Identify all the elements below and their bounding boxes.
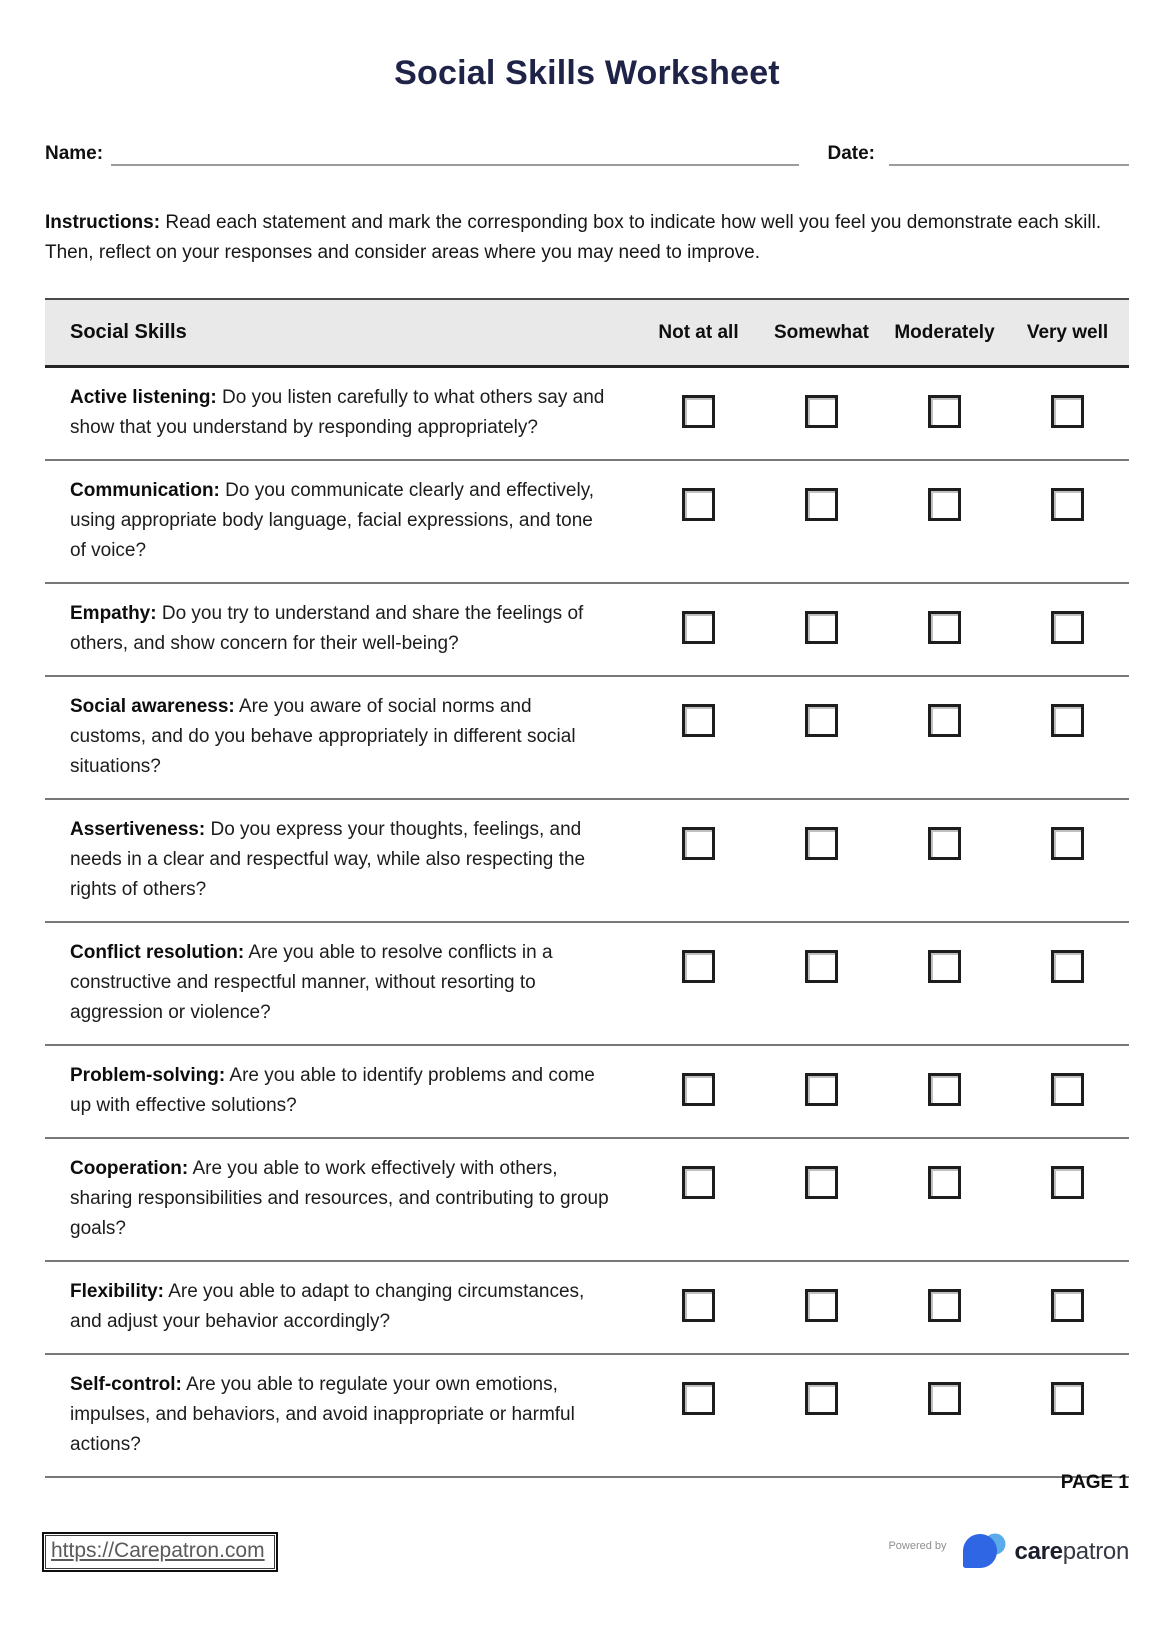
checkbox-somewhat[interactable] xyxy=(805,950,838,983)
rating-cell-somewhat xyxy=(760,938,883,1028)
checkbox-somewhat[interactable] xyxy=(805,1166,838,1199)
checkbox-not-at-all[interactable] xyxy=(682,704,715,737)
checkbox-somewhat[interactable] xyxy=(805,1382,838,1415)
rating-cell-somewhat xyxy=(760,1277,883,1337)
name-date-row xyxy=(45,143,1129,166)
checkbox-very-well[interactable] xyxy=(1051,1166,1084,1199)
checkbox-not-at-all[interactable] xyxy=(682,1073,715,1106)
skill-label: Social awareness: xyxy=(70,696,235,717)
skill-label: Assertiveness: xyxy=(70,819,206,840)
checkbox-very-well[interactable] xyxy=(1051,1073,1084,1106)
skill-cell xyxy=(45,383,637,443)
instructions-label: Instructions: xyxy=(45,212,161,233)
rating-cell-not-at-all xyxy=(637,599,760,659)
name-input-line[interactable] xyxy=(111,144,799,166)
table-row xyxy=(45,1262,1129,1355)
rating-cell-not-at-all xyxy=(637,476,760,566)
checkbox-very-well[interactable] xyxy=(1051,1382,1084,1415)
page-title: Social Skills Worksheet xyxy=(394,54,780,92)
checkbox-moderately[interactable] xyxy=(928,1073,961,1106)
checkbox-very-well[interactable] xyxy=(1051,1289,1084,1322)
rating-cell-moderately xyxy=(883,1154,1006,1244)
rating-cell-very-well xyxy=(1006,938,1129,1028)
brand-patron: patron xyxy=(1062,1538,1129,1565)
rating-cell-not-at-all xyxy=(637,1277,760,1337)
rating-cell-somewhat xyxy=(760,1370,883,1460)
rating-cell-somewhat xyxy=(760,476,883,566)
rating-cell-very-well xyxy=(1006,692,1129,782)
skill-label: Empathy: xyxy=(70,603,157,624)
checkbox-somewhat[interactable] xyxy=(805,488,838,521)
checkbox-somewhat[interactable] xyxy=(805,611,838,644)
instructions-text: Read each statement and mark the corresponding box to indicate how well you feel you demonstrate each skill. Then, reflect on your responses and consider areas where you may need to improve. xyxy=(45,212,1102,263)
rating-cell-not-at-all xyxy=(637,938,760,1028)
skill-label: Cooperation: xyxy=(70,1158,189,1179)
rating-cell-moderately xyxy=(883,1061,1006,1121)
skill-question: Do you communicate clearly and effectively, using appropriate body language, facial expressions, and tone of voice? xyxy=(70,480,595,561)
checkbox-very-well[interactable] xyxy=(1051,950,1084,983)
skill-label: Communication: xyxy=(70,480,220,501)
skill-label: Conflict resolution: xyxy=(70,942,245,963)
checkbox-not-at-all[interactable] xyxy=(682,827,715,860)
checkbox-somewhat[interactable] xyxy=(805,704,838,737)
checkbox-not-at-all[interactable] xyxy=(682,950,715,983)
skills-table xyxy=(45,298,1129,1478)
table-row xyxy=(45,1046,1129,1139)
rating-cell-not-at-all xyxy=(637,1154,760,1244)
rating-column-headers xyxy=(637,322,1129,344)
rating-cell-moderately xyxy=(883,815,1006,905)
rating-cell-somewhat xyxy=(760,383,883,443)
rating-cell-moderately xyxy=(883,692,1006,782)
checkbox-not-at-all[interactable] xyxy=(682,1166,715,1199)
checkbox-not-at-all[interactable] xyxy=(682,1382,715,1415)
footer-bar xyxy=(45,1531,1129,1573)
checkbox-not-at-all[interactable] xyxy=(682,1289,715,1322)
table-row xyxy=(45,1355,1129,1478)
skill-label: Flexibility: xyxy=(70,1281,164,1302)
skill-cell xyxy=(45,938,637,1028)
rating-cell-somewhat xyxy=(760,815,883,905)
checkbox-very-well[interactable] xyxy=(1051,611,1084,644)
column-header-social-skills: Social Skills xyxy=(70,321,187,343)
skill-cell xyxy=(45,1370,637,1460)
checkbox-moderately[interactable] xyxy=(928,395,961,428)
powered-by-label: Powered by xyxy=(888,1540,947,1552)
rating-cell-very-well xyxy=(1006,383,1129,443)
skill-cell xyxy=(45,692,637,782)
rating-cell-moderately xyxy=(883,476,1006,566)
rating-cell-very-well xyxy=(1006,599,1129,659)
checkbox-not-at-all[interactable] xyxy=(682,488,715,521)
skill-cell xyxy=(45,1277,637,1337)
instructions-paragraph xyxy=(45,208,1129,268)
rating-cell-not-at-all xyxy=(637,383,760,443)
brand-wordmark xyxy=(1015,1538,1129,1566)
rating-cell-not-at-all xyxy=(637,1061,760,1121)
skill-question: Are you able to adapt to changing circumstances, and adjust your behavior accordingly? xyxy=(70,1281,585,1332)
rating-cell-very-well xyxy=(1006,1061,1129,1121)
table-body xyxy=(45,368,1129,1478)
skill-question: Are you able to resolve conflicts in a constructive and respectful manner, without resorting to aggression or violence? xyxy=(70,942,553,1023)
brand-care: care xyxy=(1014,1538,1063,1565)
skill-label: Problem-solving: xyxy=(70,1065,226,1086)
name-label: Name: xyxy=(45,143,104,164)
date-input-line[interactable] xyxy=(889,144,1129,166)
skill-question: Do you express your thoughts, feelings, and needs in a clear and respectful way, while also respecting the rights of others? xyxy=(70,819,586,900)
checkbox-somewhat[interactable] xyxy=(805,827,838,860)
skill-cell xyxy=(45,476,637,566)
rating-cell-not-at-all xyxy=(637,1370,760,1460)
rating-cell-somewhat xyxy=(760,692,883,782)
checkbox-moderately[interactable] xyxy=(928,704,961,737)
skill-label: Active listening: xyxy=(70,387,217,408)
checkbox-very-well[interactable] xyxy=(1051,704,1084,737)
skill-cell xyxy=(45,599,637,659)
rating-cell-very-well xyxy=(1006,476,1129,566)
skill-cell xyxy=(45,815,637,905)
rating-cell-somewhat xyxy=(760,1154,883,1244)
rating-cell-moderately xyxy=(883,1370,1006,1460)
checkbox-moderately[interactable] xyxy=(928,1166,961,1199)
rating-cell-moderately xyxy=(883,1277,1006,1337)
skill-label: Self-control: xyxy=(70,1374,182,1395)
checkbox-moderately[interactable] xyxy=(928,1289,961,1322)
table-row xyxy=(45,800,1129,923)
rating-cell-moderately xyxy=(883,383,1006,443)
column-header-not-at-all: Not at all xyxy=(658,321,739,343)
checkbox-very-well[interactable] xyxy=(1051,488,1084,521)
skill-question: Are you aware of social norms and customs, and do you behave appropriately in different social situations? xyxy=(70,696,576,777)
skill-question: Are you able to work effectively with others, sharing responsibilities and resources, and contributing to group goals? xyxy=(70,1158,609,1239)
rating-cell-moderately xyxy=(883,599,1006,659)
date-label: Date: xyxy=(827,143,875,164)
rating-cell-not-at-all xyxy=(637,692,760,782)
checkbox-moderately[interactable] xyxy=(928,827,961,860)
skill-question: Are you able to regulate your own emotions, impulses, and behaviors, and avoid inappropriate or harmful actions? xyxy=(70,1374,575,1455)
checkbox-somewhat[interactable] xyxy=(805,1073,838,1106)
checkbox-somewhat[interactable] xyxy=(805,1289,838,1322)
carepatron-logo-icon xyxy=(959,1531,1007,1573)
column-header-moderately: Moderately xyxy=(894,321,995,343)
checkbox-somewhat[interactable] xyxy=(805,395,838,428)
brand-block xyxy=(888,1531,1129,1573)
skill-cell xyxy=(45,1061,637,1121)
table-row xyxy=(45,461,1129,584)
carepatron-link[interactable]: https://Carepatron.com xyxy=(45,1535,275,1569)
checkbox-very-well[interactable] xyxy=(1051,827,1084,860)
checkbox-moderately[interactable] xyxy=(928,1382,961,1415)
table-header-row xyxy=(45,300,1129,368)
table-row xyxy=(45,1139,1129,1262)
rating-cell-very-well xyxy=(1006,815,1129,905)
rating-cell-very-well xyxy=(1006,1154,1129,1244)
checkbox-moderately[interactable] xyxy=(928,950,961,983)
checkbox-very-well[interactable] xyxy=(1051,395,1084,428)
checkbox-moderately[interactable] xyxy=(928,611,961,644)
skill-question: Are you able to identify problems and come up with effective solutions? xyxy=(70,1065,595,1116)
skill-cell xyxy=(45,1154,637,1244)
rating-cell-very-well xyxy=(1006,1277,1129,1337)
table-row xyxy=(45,677,1129,800)
table-row xyxy=(45,584,1129,677)
column-header-somewhat: Somewhat xyxy=(773,321,870,343)
column-header-very-well: Very well xyxy=(1026,321,1109,343)
checkbox-moderately[interactable] xyxy=(928,488,961,521)
skill-question: Do you listen carefully to what others say and show that you understand by responding appropriately? xyxy=(70,387,605,438)
rating-cell-somewhat xyxy=(760,599,883,659)
table-row xyxy=(45,923,1129,1046)
rating-cell-somewhat xyxy=(760,1061,883,1121)
checkbox-not-at-all[interactable] xyxy=(682,395,715,428)
table-row xyxy=(45,368,1129,461)
skill-question: Do you try to understand and share the feelings of others, and show concern for their well-being? xyxy=(70,603,584,654)
checkbox-not-at-all[interactable] xyxy=(682,611,715,644)
page-number: PAGE 1 xyxy=(1060,1472,1129,1493)
rating-cell-not-at-all xyxy=(637,815,760,905)
rating-cell-moderately xyxy=(883,938,1006,1028)
rating-cell-very-well xyxy=(1006,1370,1129,1460)
